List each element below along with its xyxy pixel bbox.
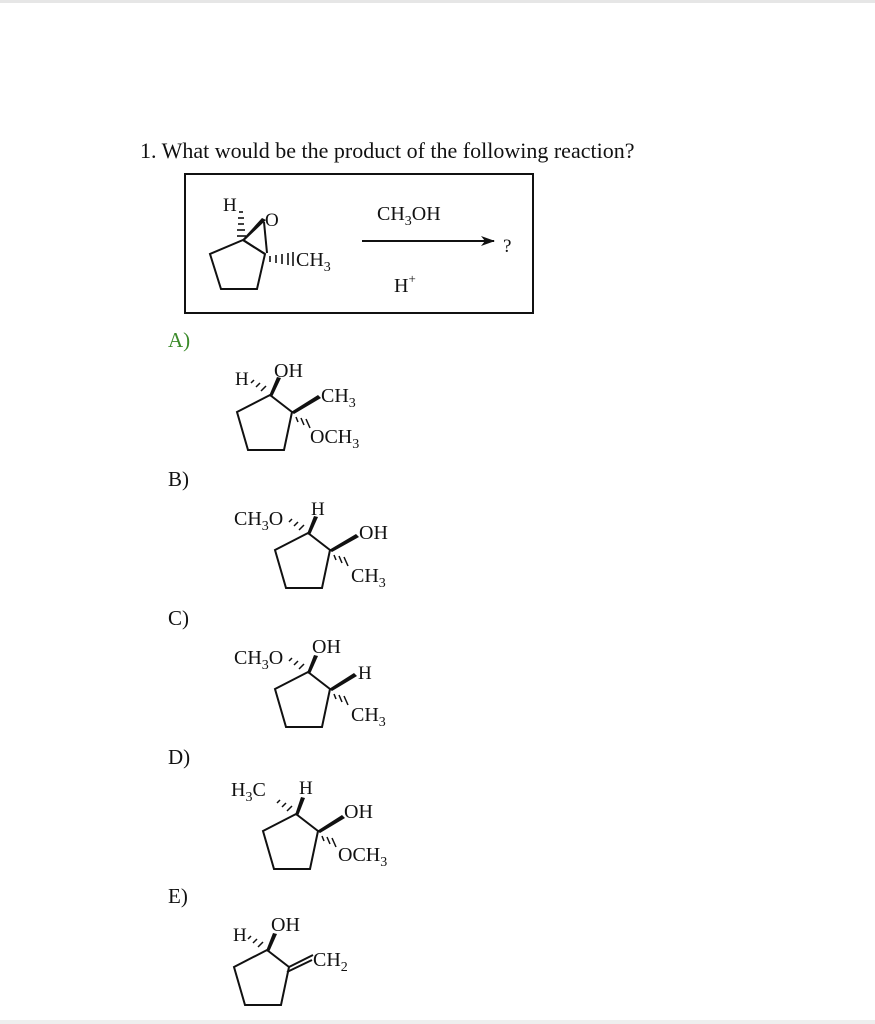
option-a-structure: [235, 360, 359, 452]
epoxide-wedge: [242, 218, 266, 241]
option-b-hash-ch3: [334, 555, 348, 566]
option-a-hash-h: [251, 380, 266, 391]
option-c-label[interactable]: C): [168, 606, 189, 630]
reagent-acid: H+: [394, 271, 416, 297]
option-c-wedge-h: [329, 673, 357, 691]
reagent-methanol: $CH_3OH$: [377, 203, 441, 229]
question-prompt: What would be the product of the following reaction?: [161, 138, 635, 163]
option-a-och3: $OCH_3$: [310, 426, 360, 452]
option-d-och3: $OCH_3$: [338, 844, 388, 870]
option-d-ring: [263, 814, 318, 869]
option-c-structure: [234, 636, 386, 730]
reactant-o-label: O: [265, 210, 279, 231]
option-b-ring: [275, 533, 330, 588]
option-c-oh: OH: [312, 636, 341, 658]
option-c-och3-left: $CH_3O$: [234, 647, 284, 673]
option-d-h3c: $H_3C$: [231, 779, 266, 805]
option-d-hash-och3: [322, 836, 336, 847]
option-a-h: H: [235, 369, 249, 390]
option-b-ch3: $CH_3$: [351, 565, 386, 591]
option-d-hash-h3c: [277, 800, 292, 811]
epoxide-bond: [243, 240, 265, 254]
option-b-och3-left: $CH_3O$: [234, 508, 284, 534]
option-d-structure: [231, 778, 387, 870]
reactant-methyl-label: $CH_3$: [296, 249, 331, 275]
option-d-wedge-h: [295, 797, 305, 816]
hashed-bond-h: [237, 212, 246, 236]
option-e-oh: OH: [271, 914, 300, 936]
option-d-wedge-oh: [317, 815, 345, 833]
option-e-ring: [234, 950, 289, 1005]
option-b-label[interactable]: B): [168, 467, 189, 491]
option-a-wedge-ch3: [291, 395, 321, 414]
option-c-hash-och3: [289, 658, 304, 669]
option-b-structure: [234, 499, 388, 591]
option-e-label[interactable]: E): [168, 884, 188, 908]
option-a-ring: [237, 395, 292, 450]
option-b-hash-och3: [289, 519, 304, 530]
option-e-h: H: [233, 925, 247, 946]
question-number: 1.: [140, 138, 157, 163]
option-e-structure: [233, 914, 348, 1005]
option-d-label[interactable]: D): [168, 745, 191, 769]
option-c-hash-ch3: [334, 694, 348, 705]
option-e-hash-h: [248, 936, 263, 947]
option-b-oh: OH: [359, 522, 388, 544]
hashed-bond-ch3: [270, 252, 293, 266]
option-a-ch3: $CH_3$: [321, 385, 356, 411]
reactant-structure: [210, 195, 331, 289]
option-b-h: H: [311, 499, 325, 520]
option-c-ring: [275, 672, 330, 727]
option-c-ch3: $CH_3$: [351, 704, 386, 730]
reactant-ring: [210, 240, 265, 289]
option-d-h: H: [299, 778, 313, 799]
product-unknown: ?: [503, 236, 512, 257]
reactant-h-label: H: [223, 195, 237, 216]
option-c-h: H: [358, 663, 372, 684]
option-b-wedge-oh: [329, 534, 359, 552]
option-a-oh: OH: [274, 360, 303, 382]
option-d-oh: OH: [344, 801, 373, 823]
bottom-border: [0, 1020, 875, 1024]
option-a-label[interactable]: A): [168, 328, 191, 352]
option-e-ch2: $CH_2$: [313, 949, 348, 975]
option-a-hash-och3: [296, 417, 310, 428]
